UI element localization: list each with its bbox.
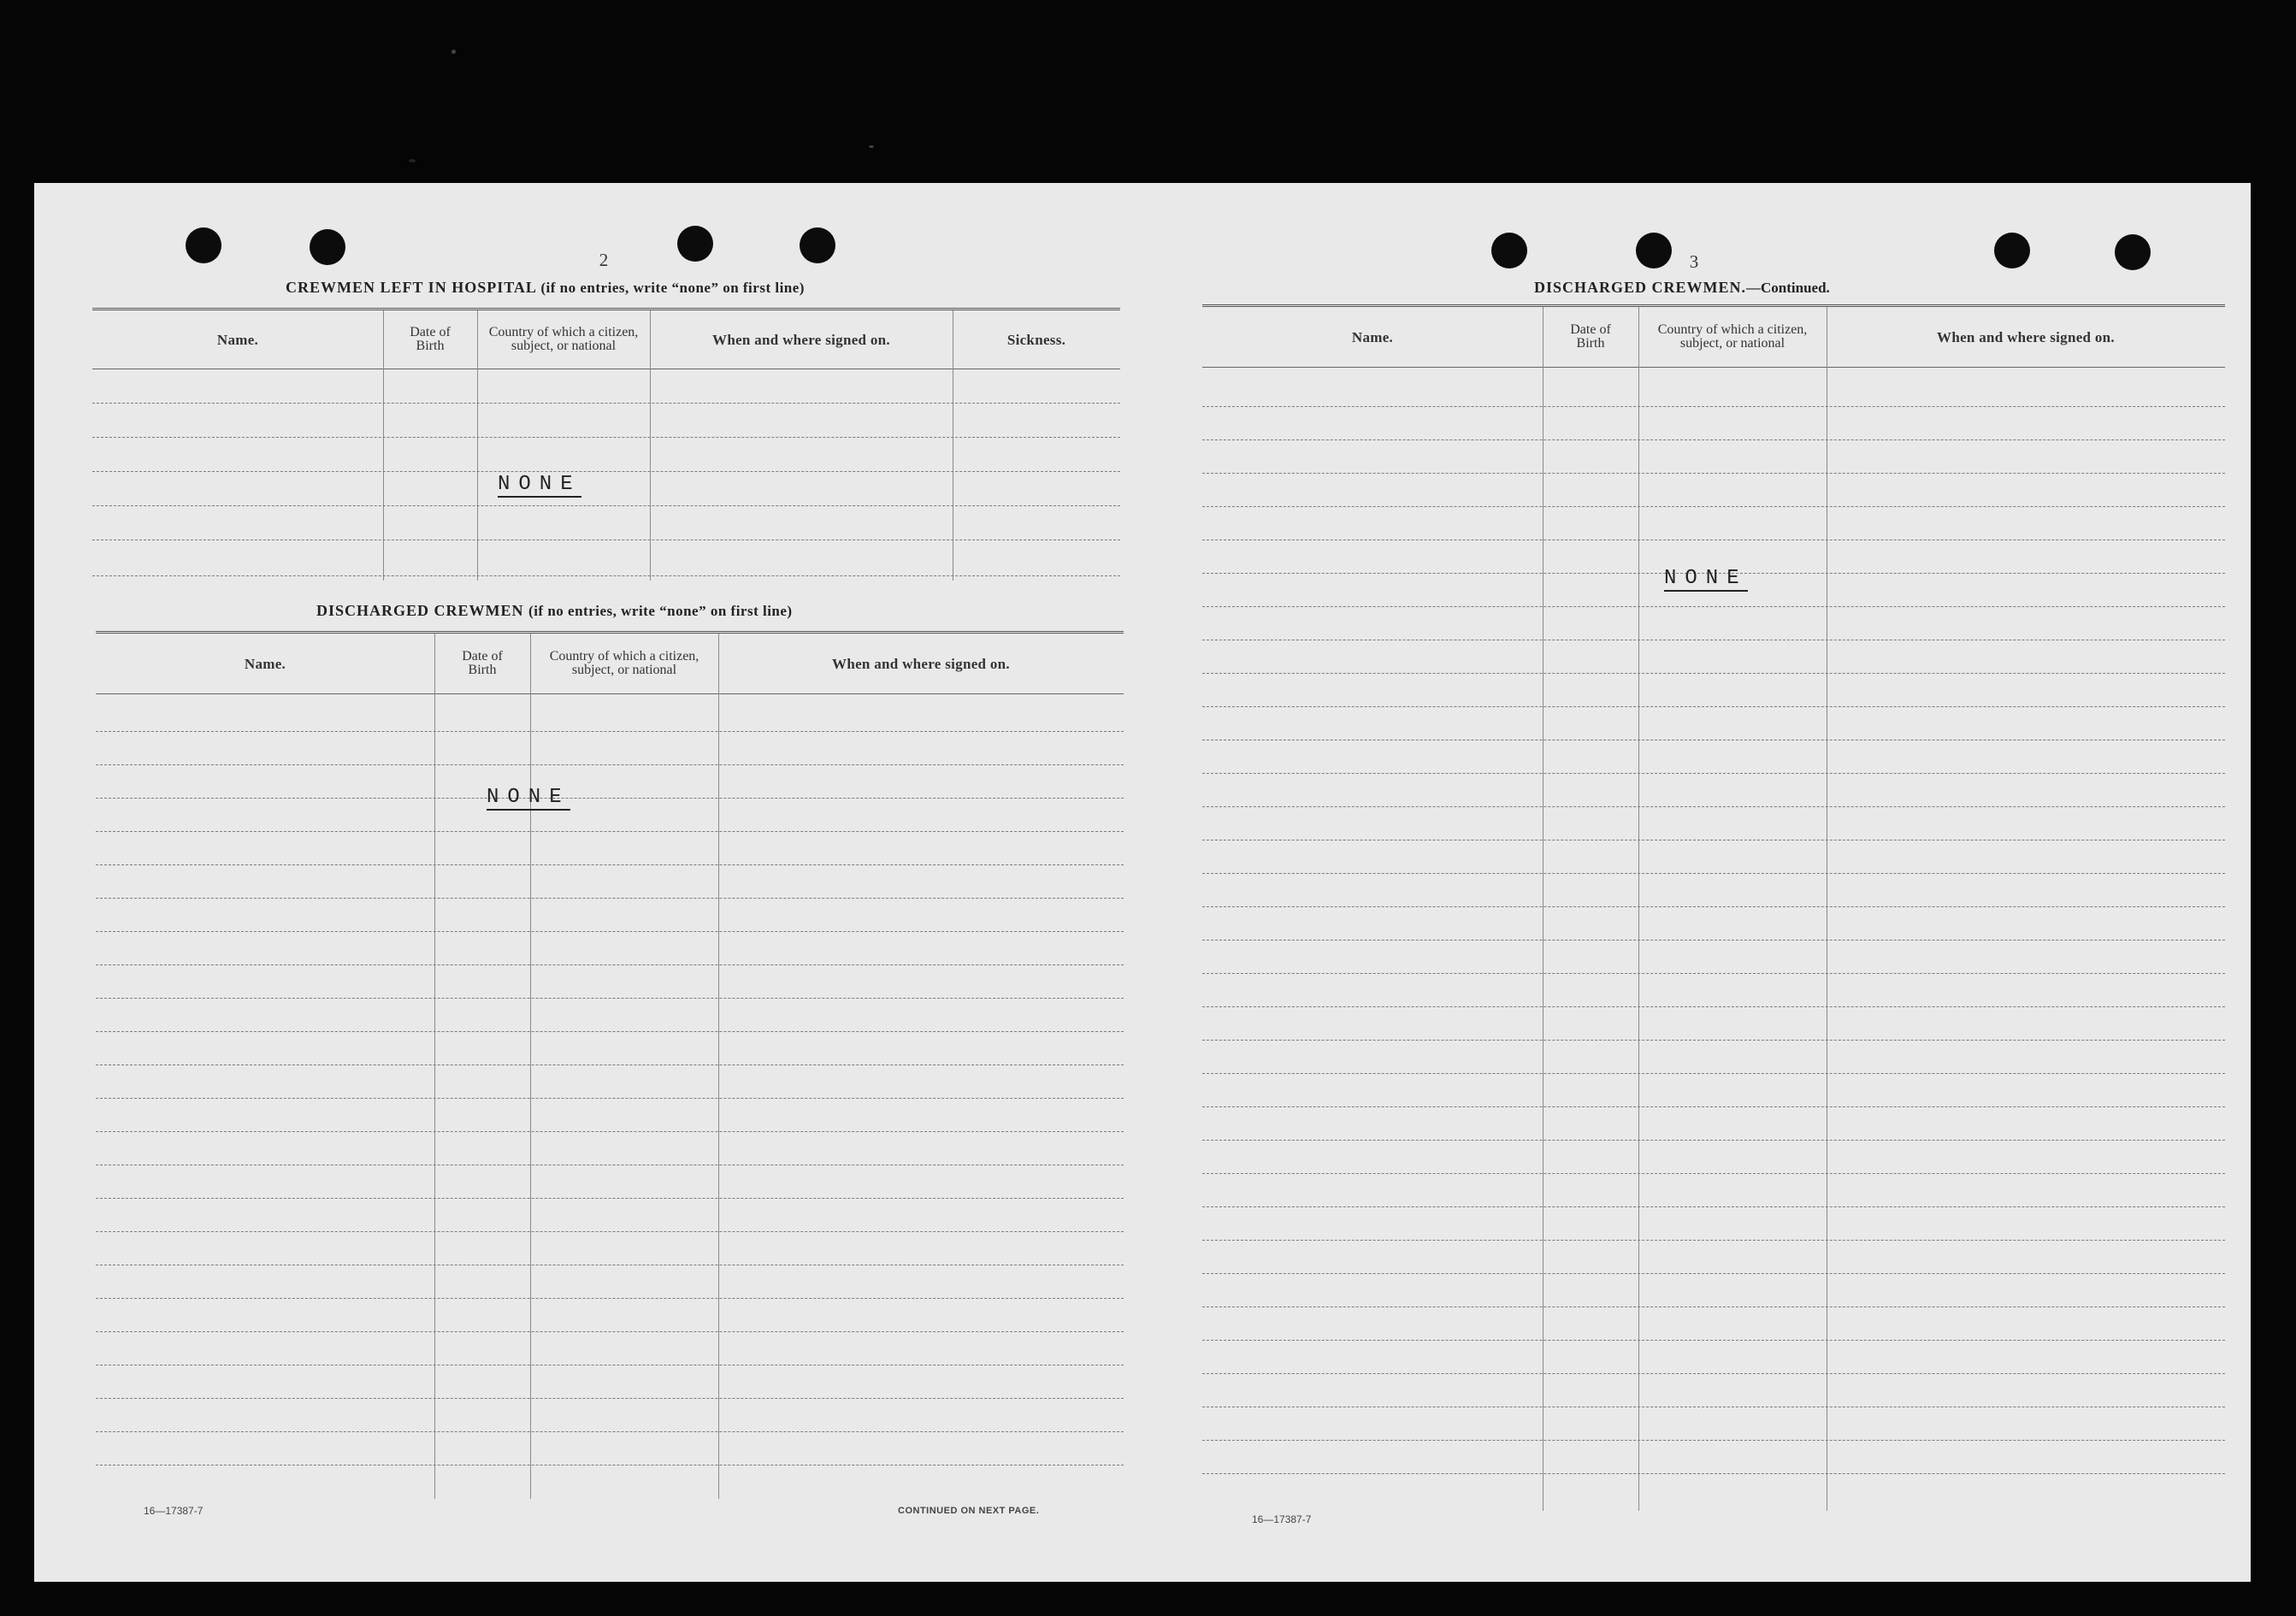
ruled-row-line	[96, 798, 1124, 799]
ruled-row-line	[1202, 606, 2225, 607]
ruled-row-line	[96, 964, 1124, 965]
ruled-row-line	[1202, 1273, 2225, 1274]
punch-hole	[186, 227, 221, 263]
ruled-row-line	[1202, 1140, 2225, 1141]
col-signed-on-header: When and where signed on.	[712, 331, 890, 348]
discharged-continued-title: DISCHARGED CREWMEN.—Continued.	[1534, 279, 1830, 296]
hospital-table	[92, 308, 1120, 581]
page-number: 2	[599, 250, 609, 270]
dust-speck	[409, 159, 416, 162]
punch-hole	[1636, 233, 1672, 268]
ruled-row-line	[96, 864, 1124, 865]
ruled-row-line	[1202, 1040, 2225, 1041]
ruled-row-line	[96, 1031, 1124, 1032]
continued-none-stamp: NONE	[1664, 567, 1748, 590]
ruled-row-line	[1202, 906, 2225, 907]
punch-hole	[1491, 233, 1527, 268]
ruled-row-line	[1202, 973, 2225, 974]
ruled-row-line	[1202, 706, 2225, 707]
form-sheet	[34, 183, 2251, 1582]
col-dob-header: Date of Birth	[462, 649, 503, 677]
col-dob-header: Date of Birth	[1570, 322, 1611, 351]
ruled-row-line	[96, 1131, 1124, 1132]
ruled-row-line	[96, 731, 1124, 732]
page-number: 3	[1689, 251, 1699, 272]
col-name-header: Name.	[216, 331, 259, 348]
ruled-row-line	[1202, 1306, 2225, 1307]
punch-hole	[310, 229, 345, 265]
ruled-row-line	[96, 931, 1124, 932]
ruled-row-line	[1202, 1373, 2225, 1374]
ruled-row-line	[1202, 439, 2225, 440]
col-signed-on-header: When and where signed on.	[832, 655, 1010, 672]
ruled-row-line	[1202, 1240, 2225, 1241]
continued-note: CONTINUED ON NEXT PAGE.	[898, 1506, 1040, 1516]
punch-hole	[677, 226, 713, 262]
form-number: 16—17387-7	[144, 1505, 204, 1517]
ruled-row-line	[1202, 1006, 2225, 1007]
ruled-row-line	[96, 1465, 1124, 1466]
ruled-row-line	[1202, 1473, 2225, 1474]
ruled-row-line	[1202, 940, 2225, 941]
punch-hole	[800, 227, 835, 263]
discharged-none-stamp: NONE	[487, 786, 570, 809]
col-name-header: Name.	[1351, 328, 1394, 345]
ruled-row-line	[1202, 873, 2225, 874]
ruled-row-line	[1202, 1206, 2225, 1207]
col-sickness-header: Sickness.	[1006, 331, 1066, 348]
punch-hole	[2115, 234, 2151, 270]
col-dob-header: Date of Birth	[410, 325, 451, 353]
ruled-row-line	[96, 1198, 1124, 1199]
ruled-row-line	[96, 764, 1124, 765]
ruled-row-line	[1202, 1340, 2225, 1341]
ruled-row-line	[96, 1398, 1124, 1399]
ruled-row-line	[1202, 406, 2225, 407]
discharged-table	[96, 631, 1124, 1499]
ruled-row-line	[1202, 806, 2225, 807]
ruled-row-line	[96, 1431, 1124, 1432]
ruled-row-line	[96, 1298, 1124, 1299]
ruled-row-line	[96, 1331, 1124, 1332]
ruled-row-line	[96, 1231, 1124, 1232]
ruled-row-line	[96, 831, 1124, 832]
discharged-continued-table	[1202, 304, 2225, 1511]
col-country-header: Country of which a citizen, subject, or national	[1657, 322, 1808, 351]
ruled-row-line	[1202, 1106, 2225, 1107]
discharged-section-title: DISCHARGED CREWMEN (if no entries, write “none” on first line)	[316, 602, 793, 619]
ruled-row-line	[1202, 673, 2225, 674]
ruled-row-line	[1202, 1073, 2225, 1074]
ruled-row-line	[1202, 773, 2225, 774]
ruled-row-line	[1202, 473, 2225, 474]
punch-hole	[1994, 233, 2030, 268]
dust-speck	[869, 145, 874, 148]
col-country-header: Country of which a citizen, subject, or national	[488, 325, 639, 353]
hospital-section-title: CREWMEN LEFT IN HOSPITAL (if no entries, write “none” on first line)	[286, 279, 805, 296]
col-name-header: Name.	[244, 655, 286, 672]
form-number: 16—17387-7	[1252, 1513, 1312, 1525]
ruled-row-line	[1202, 1173, 2225, 1174]
ruled-row-line	[1202, 1440, 2225, 1441]
ruled-row-line	[1202, 506, 2225, 507]
ruled-row-line	[96, 898, 1124, 899]
hospital-none-stamp: NONE	[498, 473, 581, 496]
col-country-header: Country of which a citizen, subject, or national	[549, 649, 699, 677]
dust-speck	[452, 50, 456, 54]
ruled-row-line	[96, 1098, 1124, 1099]
col-signed-on-header: When and where signed on.	[1937, 328, 2115, 345]
ruled-row-line	[96, 998, 1124, 999]
